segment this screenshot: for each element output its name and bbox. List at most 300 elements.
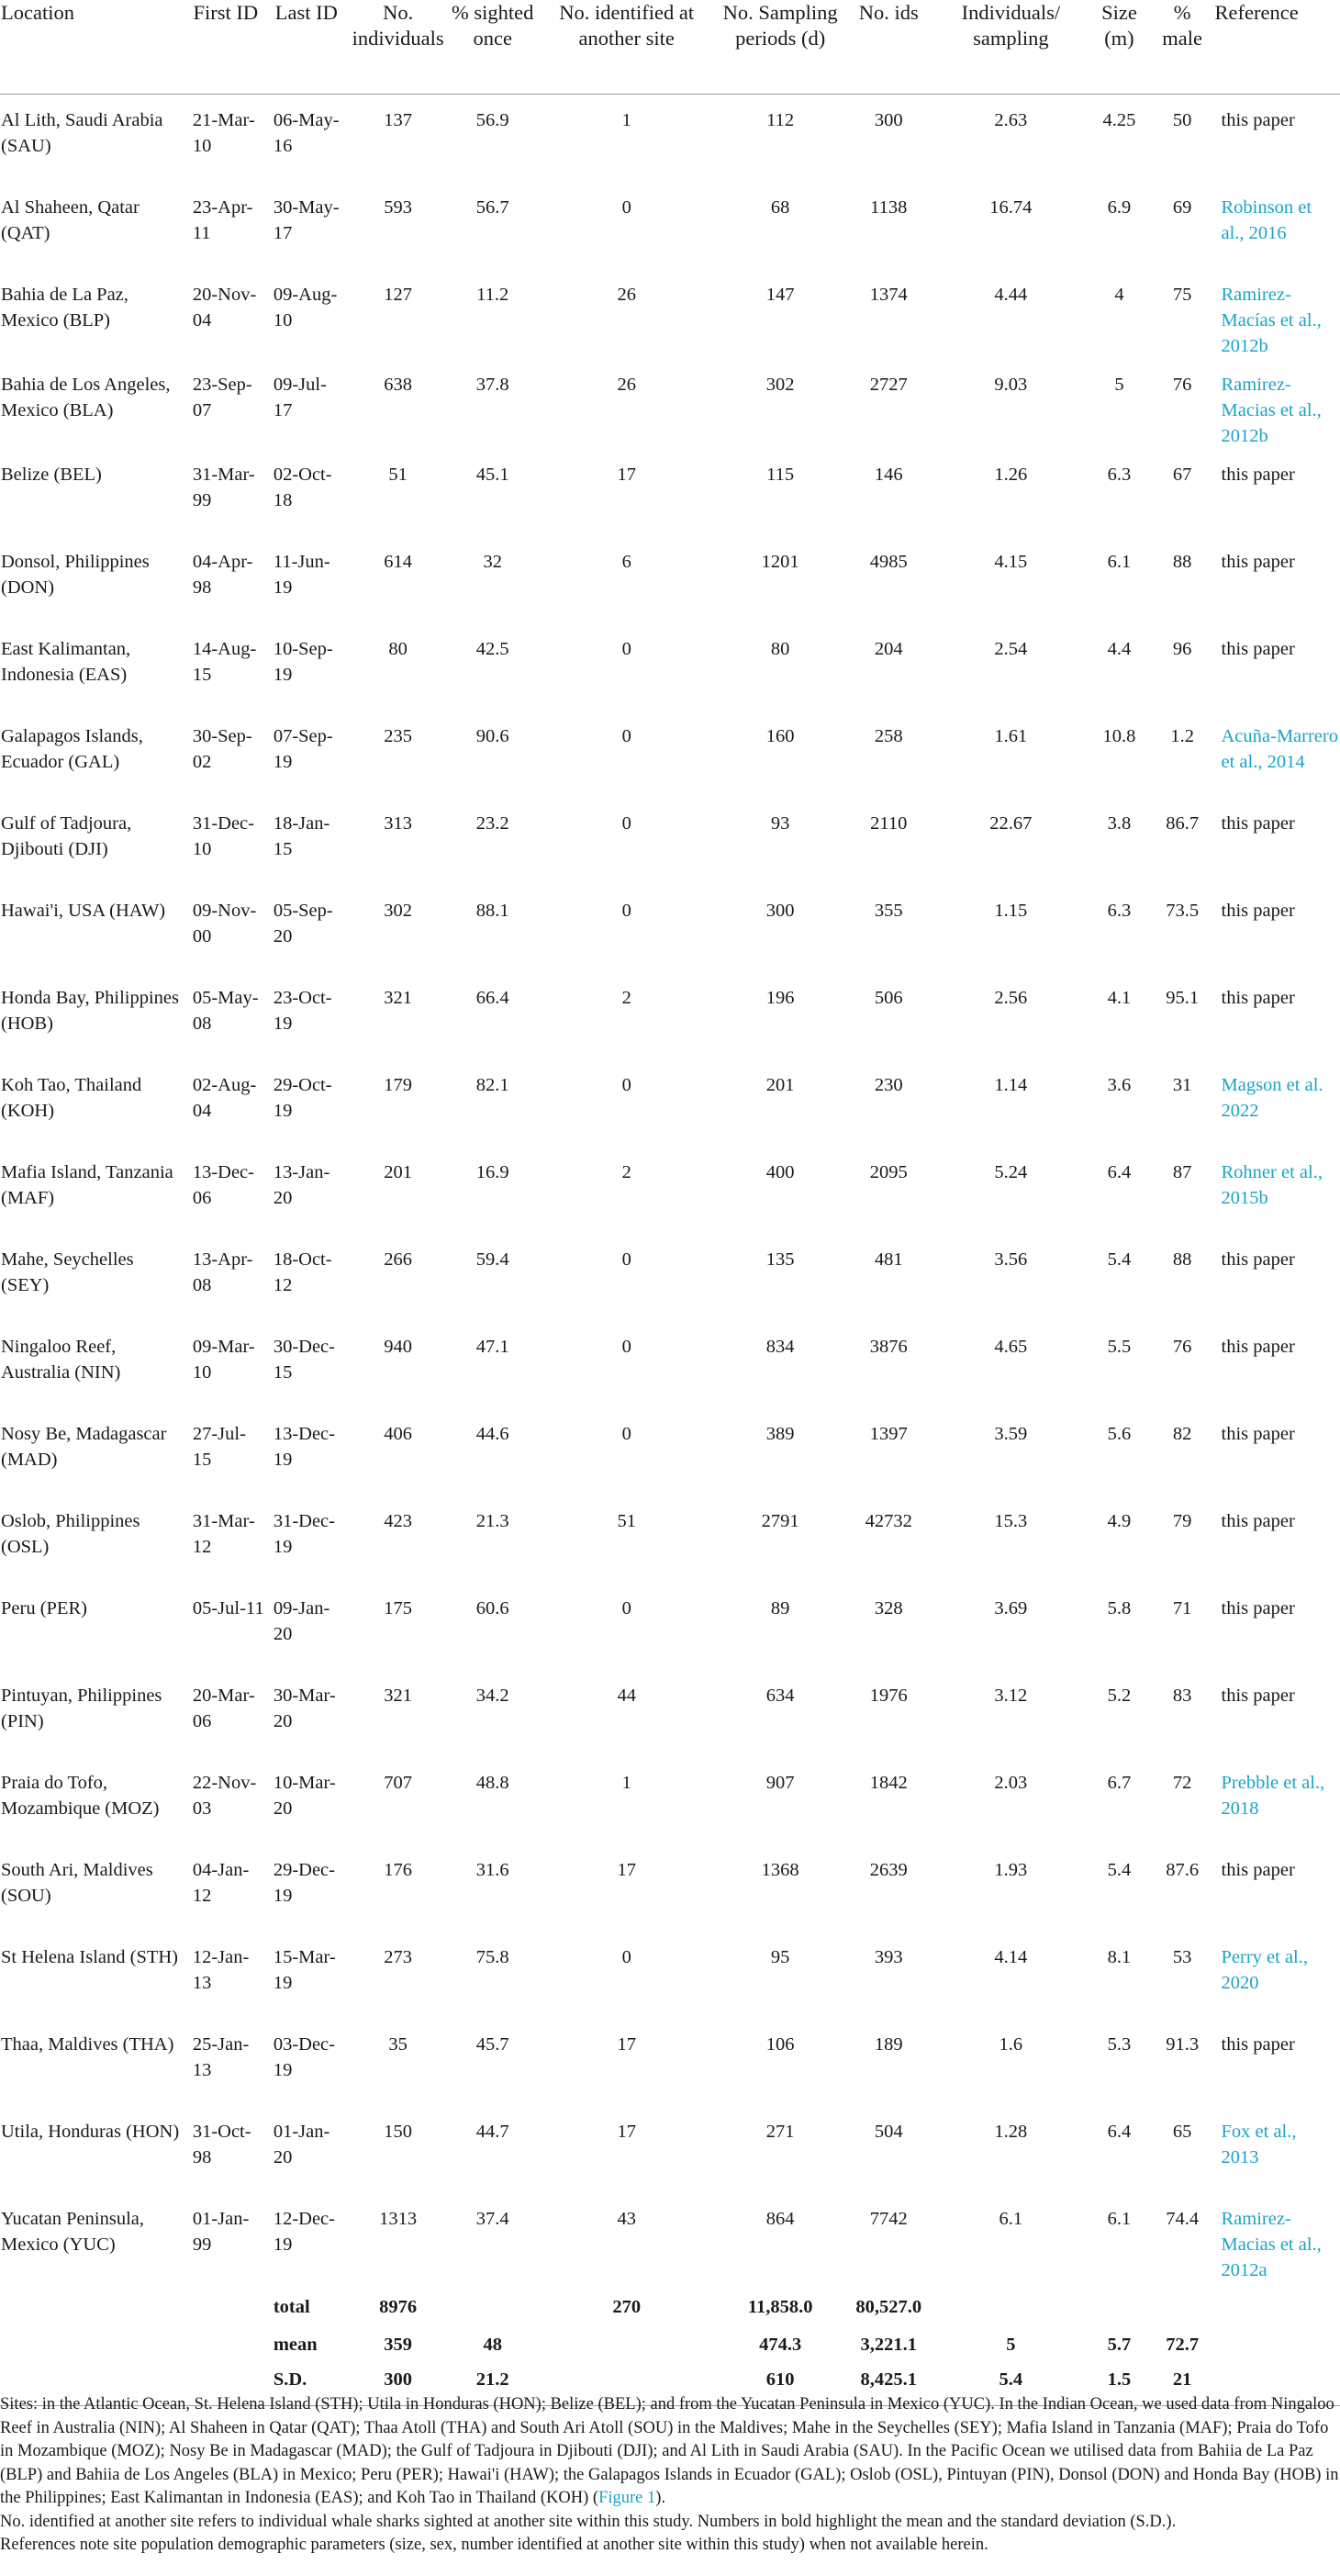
- sampling-periods-cell: 1368: [761, 1859, 799, 1880]
- percent-male-cell: 67: [1172, 464, 1192, 485]
- location-cell: Yucatan Peninsula, Mexico (YUC): [1, 2208, 144, 2255]
- other-site-cell: 0: [621, 1249, 631, 1270]
- summary-sighted-once-cell: [449, 2283, 535, 2327]
- individuals-cell: 266: [384, 1249, 413, 1270]
- sampling-periods-cell: 95: [770, 1946, 790, 1967]
- other-site-cell: 0: [621, 900, 631, 921]
- last-id-cell: 12-Dec-19: [273, 2208, 335, 2255]
- reference-cell: this paper: [1221, 1249, 1295, 1270]
- location-cell: Pintuyan, Philippines (PIN): [1, 1685, 162, 1731]
- individuals-per-sampling-cell: 2.63: [994, 110, 1028, 130]
- location-cell: Galapagos Islands, Ecuador (GAL): [1, 725, 143, 772]
- sampling-periods-cell: 80: [770, 638, 790, 659]
- table-row: [0, 359, 1340, 449]
- individuals-cell: 150: [384, 2121, 413, 2142]
- individuals-cell: 1313: [379, 2208, 418, 2229]
- summary-individuals-cell: 359: [384, 2334, 413, 2355]
- ids-cell: 2639: [869, 1859, 908, 1880]
- location-cell: Utila, Honduras (HON): [1, 2121, 180, 2142]
- other-site-cell: 17: [617, 464, 636, 485]
- last-id-cell: 01-Jan-20: [273, 2121, 330, 2167]
- footnote-sites: [0, 2393, 1340, 2511]
- first-id-cell: 23-Apr-11: [192, 196, 253, 243]
- individuals-per-sampling-cell: 2.03: [994, 1772, 1028, 1793]
- first-id-cell: 01-Jan-99: [192, 2208, 250, 2255]
- individuals-cell: 201: [384, 1161, 413, 1182]
- summary-ids-cell: 3,221.1: [860, 2334, 917, 2355]
- sighted-once-cell: 37.8: [475, 374, 509, 395]
- table-row: [0, 1844, 1340, 1932]
- table-row: [0, 623, 1340, 711]
- other-site-cell: 26: [617, 374, 636, 395]
- footnote-references: References note site population demographic parameters (size, sex, number identified at another site within this study) when not available herein.: [0, 2536, 988, 2554]
- summary-ind-per-sampling-cell: 5: [1006, 2334, 1016, 2355]
- reference-cell: this paper: [1221, 1510, 1295, 1531]
- header-sighted-once: % sighted once: [449, 0, 535, 95]
- reference-cell: this paper: [1221, 987, 1295, 1008]
- ids-cell: 7742: [869, 2208, 908, 2229]
- table-row: [0, 1932, 1340, 2019]
- sighted-once-cell: 47.1: [475, 1336, 509, 1357]
- sampling-periods-cell: 389: [765, 1423, 795, 1444]
- summary-sighted-once-cell: 21.2: [449, 2362, 535, 2406]
- individuals-per-sampling-cell: 1.14: [994, 1074, 1028, 1095]
- sighted-once-cell: 82.1: [475, 1074, 509, 1095]
- last-id-cell: 29-Dec-19: [273, 1859, 335, 1906]
- summary-sampling-cell: 11,858.0: [747, 2296, 813, 2317]
- first-id-cell: 14-Aug-15: [192, 638, 257, 685]
- first-id-cell: 20-Mar-06: [192, 1685, 255, 1731]
- location-cell: Donsol, Philippines (DON): [1, 551, 150, 598]
- sampling-periods-cell: 864: [765, 2208, 795, 2229]
- location-cell: Thaa, Maldives (THA): [1, 2033, 174, 2055]
- sighted-once-cell: 21.3: [475, 1510, 509, 1531]
- first-id-cell: 04-Apr-98: [192, 551, 253, 598]
- summary-other-site-cell: [536, 2327, 718, 2362]
- other-site-cell: 2: [621, 987, 631, 1008]
- sampling-periods-cell: 834: [765, 1336, 795, 1357]
- sampling-periods-cell: 68: [770, 196, 790, 218]
- empty-cell: [1214, 2327, 1340, 2362]
- reference-link[interactable]: Robinson et al., 2016: [1221, 196, 1312, 243]
- individuals-per-sampling-cell: 1.26: [994, 464, 1028, 485]
- header-individuals-per-sampling: Individuals/ sampling: [934, 0, 1088, 95]
- sighted-once-cell: 31.6: [475, 1859, 509, 1880]
- reference-link[interactable]: Ramirez-Macias et al., 2012a: [1221, 2208, 1322, 2280]
- sighted-once-cell: 37.4: [475, 2208, 509, 2229]
- reference-cell: this paper: [1221, 1597, 1295, 1618]
- reference-link[interactable]: Magson et al. 2022: [1221, 1074, 1323, 1121]
- other-site-cell: 0: [621, 196, 631, 218]
- summary-individuals-cell: 8976: [379, 2296, 418, 2317]
- first-id-cell: 21-Mar-10: [192, 110, 255, 156]
- first-id-cell: 09-Mar-10: [192, 1336, 255, 1383]
- summary-ind-per-sampling-cell: [934, 2283, 1088, 2327]
- percent-male-cell: 95.1: [1166, 987, 1200, 1008]
- location-cell: Bahia de Los Angeles, Mexico (BLA): [1, 374, 171, 420]
- sighted-once-cell: 60.6: [475, 1597, 509, 1618]
- other-site-cell: 51: [617, 1510, 636, 1531]
- percent-male-cell: 73.5: [1166, 900, 1200, 921]
- ids-cell: 1374: [869, 284, 908, 305]
- sampling-periods-cell: 300: [765, 900, 795, 921]
- sighted-once-cell: 48.8: [475, 1772, 509, 1793]
- header-last-id: Last ID: [266, 0, 347, 95]
- percent-male-cell: 50: [1172, 110, 1192, 130]
- last-id-cell: 06-May-16: [273, 110, 340, 156]
- individuals-per-sampling-cell: 15.3: [994, 1510, 1028, 1531]
- other-site-cell: 1: [621, 1772, 631, 1793]
- sighted-once-cell: 88.1: [475, 900, 509, 921]
- summary-male-cell: 72.7: [1166, 2334, 1200, 2355]
- ids-cell: 146: [874, 464, 903, 485]
- ids-cell: 4985: [869, 551, 908, 572]
- size-cell: 4.1: [1107, 987, 1132, 1008]
- reference-cell: this paper: [1221, 551, 1295, 572]
- location-cell: Ningaloo Reef, Australia (NIN): [1, 1336, 121, 1383]
- individuals-per-sampling-cell: 1.93: [994, 1859, 1028, 1880]
- last-id-cell: 15-Mar-19: [273, 1946, 336, 1993]
- table-body: [0, 95, 1340, 2406]
- reference-link[interactable]: Ramirez-Macias et al., 2012b: [1221, 374, 1322, 446]
- sampling-periods-cell: 135: [765, 1249, 795, 1270]
- percent-male-cell: 76: [1172, 374, 1192, 395]
- ids-cell: 355: [874, 900, 903, 921]
- individuals-per-sampling-cell: 1.15: [994, 900, 1028, 921]
- sampling-periods-cell: 160: [765, 725, 795, 746]
- other-site-cell: 17: [617, 2033, 636, 2055]
- size-cell: 6.4: [1107, 1161, 1132, 1182]
- empty-cell: [185, 2327, 266, 2362]
- individuals-per-sampling-cell: 5.24: [994, 1161, 1028, 1182]
- location-cell: East Kalimantan, Indonesia (EAS): [1, 638, 131, 685]
- other-site-cell: 0: [621, 1423, 631, 1444]
- last-id-cell: 03-Dec-19: [273, 2033, 335, 2080]
- size-cell: 5: [1114, 374, 1124, 395]
- table-row: [0, 972, 1340, 1059]
- individuals-per-sampling-cell: 6.1: [999, 2208, 1023, 2229]
- individuals-per-sampling-cell: 4.15: [994, 551, 1028, 572]
- sampling-periods-cell: 115: [766, 464, 795, 485]
- ids-cell: 1138: [870, 196, 908, 218]
- ids-cell: 2727: [869, 374, 908, 395]
- location-cell: Mahe, Seychelles (SEY): [1, 1249, 134, 1295]
- empty-cell: [0, 2283, 185, 2327]
- last-id-cell: 11-Jun-19: [273, 551, 330, 598]
- table-row: [0, 711, 1340, 798]
- summary-label: mean: [273, 2334, 318, 2355]
- last-id-cell: 29-Oct-19: [273, 1074, 332, 1121]
- individuals-cell: 127: [384, 284, 413, 305]
- table-row: [0, 449, 1340, 536]
- location-cell: South Ari, Maldives (SOU): [1, 1859, 153, 1906]
- reference-link[interactable]: Rohner et al., 2015b: [1221, 1161, 1323, 1208]
- individuals-cell: 423: [384, 1510, 413, 1531]
- other-site-cell: 43: [617, 2208, 636, 2229]
- sampling-periods-cell: 302: [765, 374, 795, 395]
- summary-size-cell: [1088, 2283, 1151, 2327]
- individuals-cell: 707: [384, 1772, 413, 1793]
- sampling-periods-cell: 201: [765, 1074, 795, 1095]
- header-row: [0, 0, 1340, 95]
- size-cell: 3.6: [1107, 1074, 1132, 1095]
- sampling-periods-cell: 93: [770, 812, 790, 834]
- size-cell: 5.8: [1107, 1597, 1132, 1618]
- footnote-other-site: No. identified at another site refers to individual whale sharks sighted at another site within this study. Numbers in bold highlight the mean and the standard deviation (S.D.).: [0, 2512, 1177, 2531]
- individuals-cell: 137: [384, 110, 413, 130]
- last-id-cell: 10-Sep-19: [273, 638, 333, 685]
- individuals-cell: 593: [384, 196, 413, 218]
- other-site-cell: 1: [621, 110, 631, 130]
- size-cell: 6.3: [1107, 464, 1132, 485]
- percent-male-cell: 87: [1172, 1161, 1192, 1182]
- first-id-cell: 09-Nov-00: [192, 900, 257, 946]
- ids-cell: 1976: [869, 1685, 908, 1706]
- other-site-cell: 26: [617, 284, 636, 305]
- individuals-cell: 940: [384, 1336, 413, 1357]
- summary-male-cell: [1151, 2283, 1214, 2327]
- table-row: [0, 1757, 1340, 1844]
- last-id-cell: 23-Oct-19: [273, 987, 332, 1034]
- last-id-cell: 09-Jan-20: [273, 1597, 330, 1644]
- first-id-cell: 25-Jan-13: [192, 2033, 250, 2080]
- location-cell: Honda Bay, Philippines (HOB): [1, 987, 179, 1034]
- sighted-once-cell: 45.7: [475, 2033, 509, 2055]
- last-id-cell: 18-Oct-12: [273, 1249, 332, 1295]
- first-id-cell: 20-Nov-04: [192, 284, 257, 330]
- size-cell: 6.3: [1107, 900, 1132, 921]
- ids-cell: 1842: [869, 1772, 908, 1793]
- other-site-cell: 0: [621, 1946, 631, 1967]
- percent-male-cell: 31: [1172, 1074, 1192, 1095]
- size-cell: 4.25: [1102, 110, 1136, 130]
- summary-individuals-cell: 300: [347, 2362, 450, 2406]
- header-location: Location: [0, 0, 185, 95]
- sighted-once-cell: 44.6: [475, 1423, 509, 1444]
- percent-male-cell: 79: [1172, 1510, 1192, 1531]
- first-id-cell: 31-Oct-98: [192, 2121, 251, 2167]
- individuals-per-sampling-cell: 4.65: [994, 1336, 1028, 1357]
- reference-link[interactable]: Acuña-Marrero et al., 2014: [1221, 725, 1338, 772]
- size-cell: 6.7: [1107, 1772, 1132, 1793]
- summary-size-cell: 1.5: [1088, 2362, 1151, 2406]
- ids-cell: 230: [874, 1074, 903, 1095]
- other-site-cell: 2: [621, 1161, 631, 1182]
- other-site-cell: 0: [621, 725, 631, 746]
- location-cell: Oslob, Philippines (OSL): [1, 1510, 140, 1557]
- ids-cell: 42732: [865, 1510, 912, 1531]
- sighted-once-cell: 23.2: [475, 812, 509, 834]
- individuals-cell: 614: [384, 551, 413, 572]
- sampling-periods-cell: 112: [766, 110, 795, 130]
- reference-link[interactable]: Fox et al., 2013: [1221, 2121, 1297, 2167]
- table-row: [0, 885, 1340, 972]
- table-row: [0, 2019, 1340, 2106]
- individuals-cell: 51: [388, 464, 408, 485]
- individuals-per-sampling-cell: 3.69: [994, 1597, 1028, 1618]
- first-id-cell: 31-Dec-10: [192, 812, 254, 859]
- individuals-per-sampling-cell: 4.14: [994, 1946, 1028, 1967]
- size-cell: 5.4: [1107, 1249, 1132, 1270]
- ids-cell: 506: [874, 987, 903, 1008]
- other-site-cell: 44: [617, 1685, 636, 1706]
- other-site-cell: 0: [621, 1074, 631, 1095]
- first-id-cell: 13-Apr-08: [192, 1249, 253, 1295]
- empty-cell: [185, 2283, 266, 2327]
- size-cell: 6.1: [1107, 551, 1132, 572]
- sampling-periods-cell: 2791: [761, 1510, 799, 1531]
- individuals-cell: 176: [384, 1859, 413, 1880]
- other-site-cell: 0: [621, 1336, 631, 1357]
- percent-male-cell: 88: [1172, 551, 1192, 572]
- location-cell: Praia do Tofo, Mozambique (MOZ): [1, 1772, 160, 1819]
- summary-male-cell: 21: [1151, 2362, 1214, 2406]
- table-row: [0, 1321, 1340, 1408]
- table-row: [0, 1408, 1340, 1495]
- last-id-cell: 13-Dec-19: [273, 1423, 335, 1470]
- table-row: [0, 2106, 1340, 2193]
- sighted-once-cell: 56.9: [475, 110, 509, 130]
- sighted-once-cell: 59.4: [475, 1249, 509, 1270]
- individuals-per-sampling-cell: 1.6: [999, 2033, 1023, 2055]
- other-site-cell: 17: [617, 1859, 636, 1880]
- location-cell: Al Lith, Saudi Arabia (SAU): [1, 110, 163, 156]
- sampling-periods-cell: 196: [765, 987, 795, 1008]
- table-row: [0, 798, 1340, 885]
- individuals-cell: 638: [384, 374, 413, 395]
- reference-cell: this paper: [1221, 1685, 1295, 1706]
- individuals-cell: 406: [384, 1423, 413, 1444]
- summary-row: [0, 2283, 1340, 2327]
- ids-cell: 3876: [869, 1336, 908, 1357]
- other-site-cell: 0: [621, 638, 631, 659]
- percent-male-cell: 71: [1172, 1597, 1192, 1618]
- ids-cell: 481: [874, 1249, 903, 1270]
- reference-cell: this paper: [1221, 1859, 1295, 1880]
- last-id-cell: 30-Mar-20: [273, 1685, 336, 1731]
- table-row: [0, 1147, 1340, 1234]
- size-cell: 10.8: [1102, 725, 1136, 746]
- first-id-cell: 12-Jan-13: [192, 1946, 250, 1993]
- header-reference: Reference: [1214, 0, 1340, 95]
- size-cell: 5.2: [1107, 1685, 1132, 1706]
- percent-male-cell: 91.3: [1166, 2033, 1200, 2055]
- sampling-periods-cell: 147: [765, 284, 795, 305]
- header-size: Size (m): [1088, 0, 1151, 95]
- reference-link[interactable]: Perry et al., 2020: [1221, 1946, 1308, 1993]
- reference-link[interactable]: Ramirez-Macías et al., 2012b: [1221, 284, 1322, 356]
- individuals-cell: 80: [388, 638, 408, 659]
- reference-cell: this paper: [1221, 1423, 1295, 1444]
- last-id-cell: 09-Jul-17: [273, 374, 327, 420]
- ids-cell: 393: [874, 1946, 903, 1967]
- sighted-once-cell: 16.9: [475, 1161, 509, 1182]
- sighted-once-cell: 32: [483, 551, 502, 572]
- summary-label: total: [273, 2296, 310, 2317]
- other-site-cell: 17: [617, 2121, 636, 2142]
- sampling-periods-cell: 271: [765, 2121, 795, 2142]
- last-id-cell: 09-Aug-10: [273, 284, 338, 330]
- size-cell: 5.4: [1107, 1859, 1132, 1880]
- individuals-cell: 321: [384, 1685, 413, 1706]
- table-row: [0, 1495, 1340, 1583]
- location-cell: Bahia de La Paz, Mexico (BLP): [1, 284, 128, 330]
- first-id-cell: 04-Jan-12: [192, 1859, 250, 1906]
- individuals-cell: 235: [384, 725, 413, 746]
- reference-link[interactable]: Prebble et al., 2018: [1221, 1772, 1325, 1819]
- sampling-periods-cell: 89: [770, 1597, 790, 1618]
- table-footnotes: [0, 2393, 1340, 2558]
- sighted-once-cell: 34.2: [475, 1685, 509, 1706]
- figure-1-link[interactable]: Figure 1: [598, 2489, 656, 2507]
- header-percent-male: % male: [1151, 0, 1214, 95]
- individuals-per-sampling-cell: 2.56: [994, 987, 1028, 1008]
- size-cell: 6.4: [1107, 2121, 1132, 2142]
- last-id-cell: 05-Sep-20: [273, 900, 333, 946]
- summary-ids-cell: 8,425.1: [843, 2362, 934, 2406]
- summary-ind-per-sampling-cell: 5.4: [934, 2362, 1088, 2406]
- location-cell: Al Shaheen, Qatar (QAT): [1, 196, 140, 243]
- last-id-cell: 02-Oct-18: [273, 464, 332, 510]
- individuals-per-sampling-cell: 2.54: [994, 638, 1028, 659]
- percent-male-cell: 74.4: [1166, 2208, 1200, 2229]
- size-cell: 8.1: [1107, 1946, 1132, 1967]
- ids-cell: 328: [874, 1597, 903, 1618]
- percent-male-cell: 87.6: [1166, 1859, 1200, 1880]
- first-id-cell: 23-Sep-07: [192, 374, 252, 420]
- ids-cell: 204: [874, 638, 903, 659]
- location-cell: Gulf of Tadjoura, Djibouti (DJI): [1, 812, 132, 859]
- size-cell: 4.9: [1107, 1510, 1132, 1531]
- location-cell: Hawai'i, USA (HAW): [1, 900, 166, 921]
- last-id-cell: 31-Dec-19: [273, 1510, 335, 1557]
- individuals-cell: 321: [384, 987, 413, 1008]
- header-identified-other-site: No. identified at another site: [536, 0, 718, 95]
- first-id-cell: 05-May-08: [192, 987, 259, 1034]
- ids-cell: 189: [874, 2033, 903, 2055]
- size-cell: 5.3: [1107, 2033, 1132, 2055]
- sampling-periods-cell: 106: [765, 2033, 795, 2055]
- percent-male-cell: 53: [1172, 1946, 1192, 1967]
- table-row: [0, 1234, 1340, 1321]
- summary-sampling-cell: 610: [717, 2362, 843, 2406]
- location-cell: Peru (PER): [1, 1597, 87, 1618]
- first-id-cell: 05-Jul-11: [192, 1597, 264, 1618]
- sighted-once-cell: 42.5: [475, 638, 509, 659]
- table-row: [0, 182, 1340, 269]
- individuals-per-sampling-cell: 3.59: [994, 1423, 1028, 1444]
- sighted-once-cell: 75.8: [475, 1946, 509, 1967]
- header-first-id: First ID: [185, 0, 266, 95]
- table-row: [0, 536, 1340, 623]
- percent-male-cell: 82: [1172, 1423, 1192, 1444]
- percent-male-cell: 72: [1172, 1772, 1192, 1793]
- percent-male-cell: 75: [1172, 284, 1192, 305]
- table-row: [0, 2193, 1340, 2283]
- reference-cell: this paper: [1221, 110, 1295, 130]
- individuals-cell: 35: [388, 2033, 408, 2055]
- size-cell: 3.8: [1107, 812, 1132, 834]
- table-row: [0, 95, 1340, 182]
- ids-cell: 2110: [870, 812, 908, 834]
- last-id-cell: 30-Dec-15: [273, 1336, 335, 1383]
- individuals-per-sampling-cell: 9.03: [994, 374, 1028, 395]
- sighted-once-cell: 90.6: [475, 725, 509, 746]
- summary-row: [0, 2327, 1340, 2362]
- table-row: [0, 1059, 1340, 1147]
- location-cell: Nosy Be, Madagascar (MAD): [1, 1423, 167, 1470]
- sampling-periods-cell: 400: [765, 1161, 795, 1182]
